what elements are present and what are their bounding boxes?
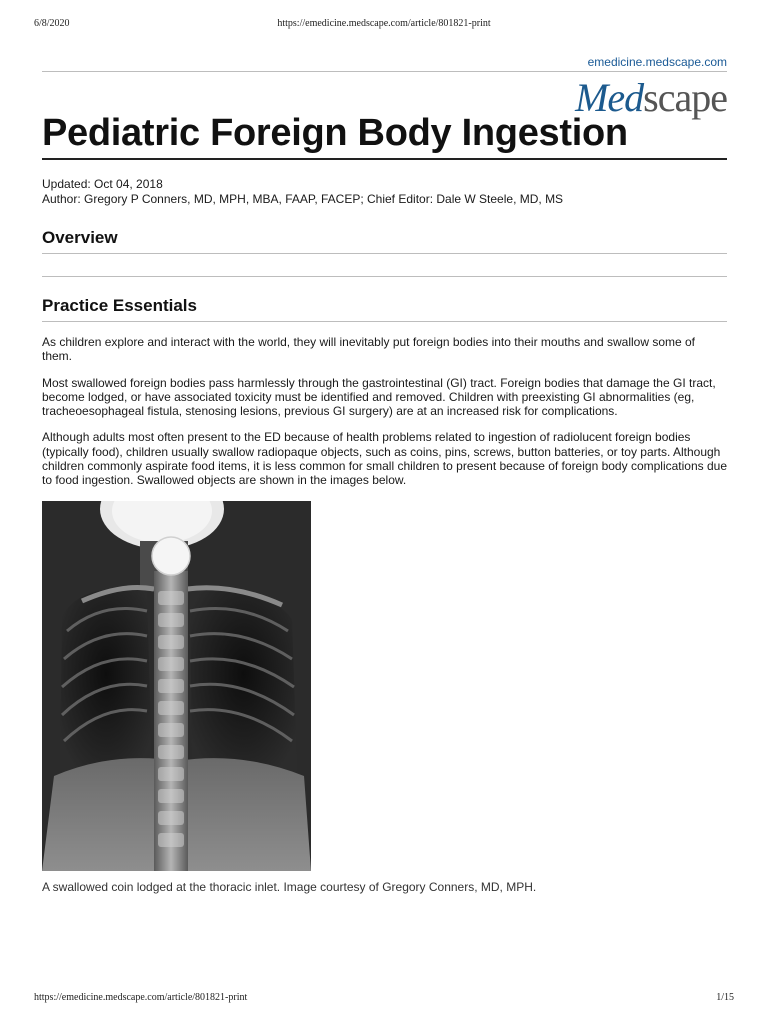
print-url: https://emedicine.medscape.com/article/801821-print: [277, 18, 491, 29]
paragraph: Most swallowed foreign bodies pass harmlessly through the gastrointestinal (GI) tract. Foreign bodies that damage the GI tract, become lodged, or have associated toxicity must be identified and removed. Children with preexisting GI abnormalities (eg, tracheoesophageal fistula, stenosing lesions, previous GI surgery) are at an increased risk for complications.: [42, 375, 716, 419]
figure-caption: A swallowed coin lodged at the thoracic inlet. Image courtesy of Gregory Conners, MD, MPH.: [42, 879, 537, 894]
print-footer: [34, 992, 734, 1006]
xray-illustration: [42, 501, 311, 871]
overview-divider: [42, 253, 727, 254]
paragraph: As children explore and interact with the world, they will inevitably put foreign bodies into their mouths and swallow some of them.: [42, 335, 696, 364]
updated-date: Updated: Oct 04, 2018: [42, 177, 163, 191]
print-header: [34, 18, 734, 32]
section-heading-practice-essentials: Practice Essentials: [42, 296, 197, 315]
header-divider: [42, 71, 727, 72]
page-number: 1/15: [716, 992, 734, 1003]
logo-scape: scape: [643, 75, 727, 120]
article-meta: [42, 177, 727, 207]
footer-url: https://emedicine.medscape.com/article/801821-print: [34, 992, 248, 1003]
site-link[interactable]: emedicine.medscape.com: [587, 55, 727, 69]
author-line: Author: Gregory P Conners, MD, MPH, MBA, FAAP, FACEP; Chief Editor: Dale W Steele, MD, MS: [42, 192, 564, 206]
paragraph: Although adults most often present to the ED because of health problems related to ingestion of radiolucent foreign bodies (typically food), children usually swallow radiopaque objects, such as coins, pins, screws, button batteries, or toy parts. Although children commonly aspirate food items, it is less common for small children to present because of foreign body complications due to food ingestion. Swallowed objects are shown in the images below.: [42, 430, 727, 488]
title-divider: [42, 158, 727, 160]
logo-med: Med: [575, 75, 644, 120]
xray-image[interactable]: [42, 501, 311, 871]
section-spacer-divider: [42, 276, 727, 277]
print-date: 6/8/2020: [34, 18, 70, 29]
practice-divider: [42, 321, 727, 322]
medscape-logo: [575, 76, 727, 120]
page-title: Pediatric Foreign Body Ingestion: [42, 112, 628, 154]
article: [42, 54, 727, 895]
section-heading-overview: Overview: [42, 228, 118, 247]
